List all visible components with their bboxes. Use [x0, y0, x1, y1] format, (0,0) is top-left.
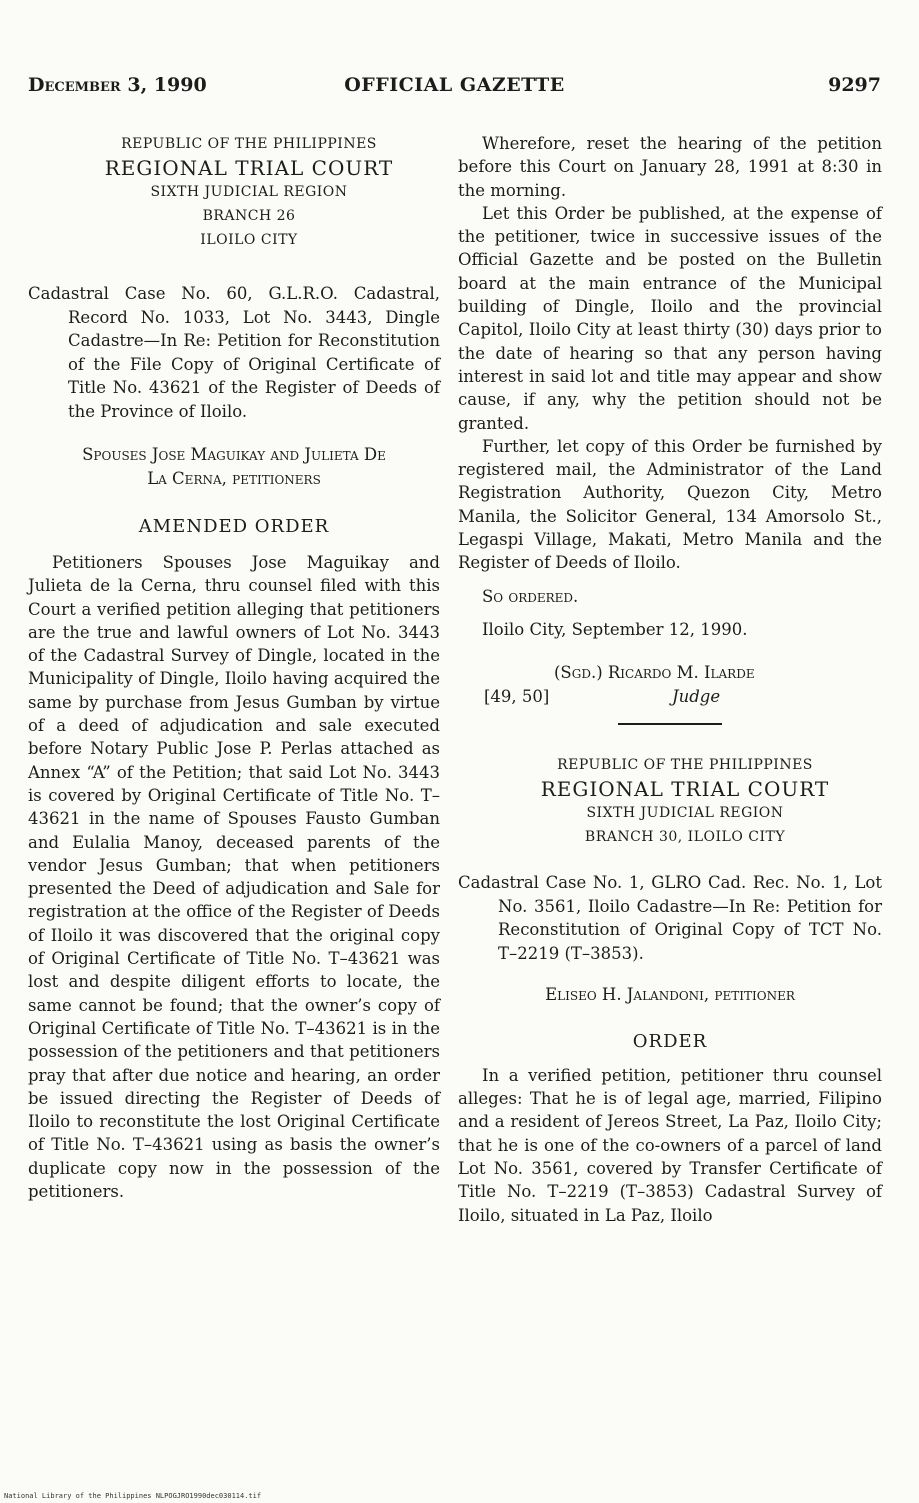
court-branch: BRANCH 26	[202, 208, 296, 224]
signature-block	[458, 661, 882, 713]
parties	[28, 443, 440, 490]
order-heading-2: ORDER	[632, 1030, 708, 1052]
right-column	[458, 132, 882, 1227]
court-region: SIXTH JUDICIAL REGION	[150, 184, 348, 200]
section-divider	[618, 723, 722, 725]
parties-line-1: Spouses Jose Maguikay and Julieta De	[82, 445, 386, 464]
issue-date: December 3, 1990	[28, 74, 207, 96]
parties-line-2: La Cerna, petitioners	[147, 468, 321, 488]
so-ordered: So ordered.	[482, 586, 579, 606]
order-paragraph-1: Wherefore, reset the hearing of the petition before this Court on January 28, 1991 at 8:30 in the morning.	[458, 134, 882, 200]
court-block	[58, 132, 440, 252]
case-caption: Cadastral Case No. 60, G.L.R.O. Cadastral, Record No. 1033, Lot No. 3443, Dingle Cadastre—In Re: Petition for Reconstitution of the File Copy of Original Certificate of Title No. 43621 of the Register of Deeds of the Province of Iloilo.	[28, 284, 440, 421]
page-header	[28, 74, 881, 102]
date-place: Iloilo City, September 12, 1990.	[482, 619, 748, 639]
signature: (Sgd.) Ricardo M. Ilarde	[554, 663, 755, 683]
order-body: Petitioners Spouses Jose Maguikay and Julieta de la Cerna, thru counsel filed with this Court a verified petition alleging that petitioners are the true and lawful owners of Lot No. 3443 of the Cadastral Survey of Dingle, located in the Municipality of Dingle, Iloilo having acquired the same by purchase from Jesus Gumban by virtue of a deed of adjudication and sale executed before Notary Public Jose P. Perlas attached as Annex “A” of the Petition; that said Lot No. 3443 is covered by Original Certificate of Title No. T–43621 in the name of Spouses Fausto Gumban and Eulalia Manoy, deceased parents of the vendor Jesus Gumban; that when petitioners presented the Deed of adjudication and Sale for registration at the office of the Register of Deeds of Iloilo it was discovered that the original copy of Original Certificate of Title No. T–43621 was lost and despite diligent efforts to locate, the same cannot be found; that the owner’s copy of Original Certificate of Title No. T–43621 is in the possession of the petitioners and that petitioners pray that after due notice and hearing, an order be issued directing the Register of Deeds of Iloilo to reconstitute the lost Original Certificate of Title No. T–43621 using as basis the owner’s duplicate copy now in the possession of the petitioners.	[28, 553, 440, 1202]
publication-title: OFFICIAL GAZETTE	[344, 74, 565, 96]
court-name: REGIONAL TRIAL COURT	[104, 156, 394, 180]
court2-region: SIXTH JUDICIAL REGION	[586, 805, 784, 822]
court-block-2	[488, 753, 882, 849]
court2-branch: BRANCH 30, ILOILO CITY	[584, 829, 786, 846]
signer-title: Judge	[672, 687, 721, 707]
order-paragraph-3: Further, let copy of this Order be furnished by registered mail, the Administrator of the Land Registration Authority, Quezon City, Metro Manila, the Solicitor General, 134 Amorsolo St., Legaspi Village, Makati, Metro Manila and the Register of Deeds of Iloilo.	[458, 436, 882, 573]
court-city: ILOILO CITY	[200, 232, 298, 248]
court2-name: REGIONAL TRIAL COURT	[540, 777, 830, 802]
left-column	[28, 132, 440, 1203]
order-heading: AMENDED ORDER	[138, 516, 330, 537]
petitioner-2: Eliseo H. Jalandoni, petitioner	[545, 985, 795, 1005]
case-caption-2: Cadastral Case No. 1, GLRO Cad. Rec. No. 1, Lot No. 3561, Iloilo Cadastre—In Re: Petition for Reconstitution of Original Copy of TCT No. T–2219 (T–3853).	[458, 873, 882, 963]
scan-source-footer: National Library of the Philippines NLPOGJRO1990dec030114.tif	[4, 1492, 262, 1500]
court-republic: REPUBLIC OF THE PHILIPPINES	[121, 136, 377, 152]
page-number: 9297	[828, 74, 881, 96]
order-body-2: In a verified petition, petitioner thru counsel alleges: That he is of legal age, married, Filipino and a resident of Jereos Street, La Paz, Iloilo City; that he is one of the co-owners of a parcel of land Lot No. 3561, covered by Transfer Certificate of Title No. T–2219 (T–3853) Cadastral Survey of Iloilo, situated in La Paz, Iloilo	[458, 1065, 882, 1225]
order-paragraph-2: Let this Order be published, at the expense of the petitioner, twice in successive issues of the Official Gazette and be posted on the Bulletin board at the main entrance of the Municipal building of Dingle, Iloilo and the provincial Capitol, Iloilo City at least thirty (30) days prior to the date of hearing so that any person having interest in said lot and title may appear and show cause, if any, why the petition should not be granted.	[458, 203, 882, 433]
issue-reference: [49, 50]	[484, 687, 550, 707]
court2-republic: REPUBLIC OF THE PHILIPPINES	[557, 757, 813, 774]
